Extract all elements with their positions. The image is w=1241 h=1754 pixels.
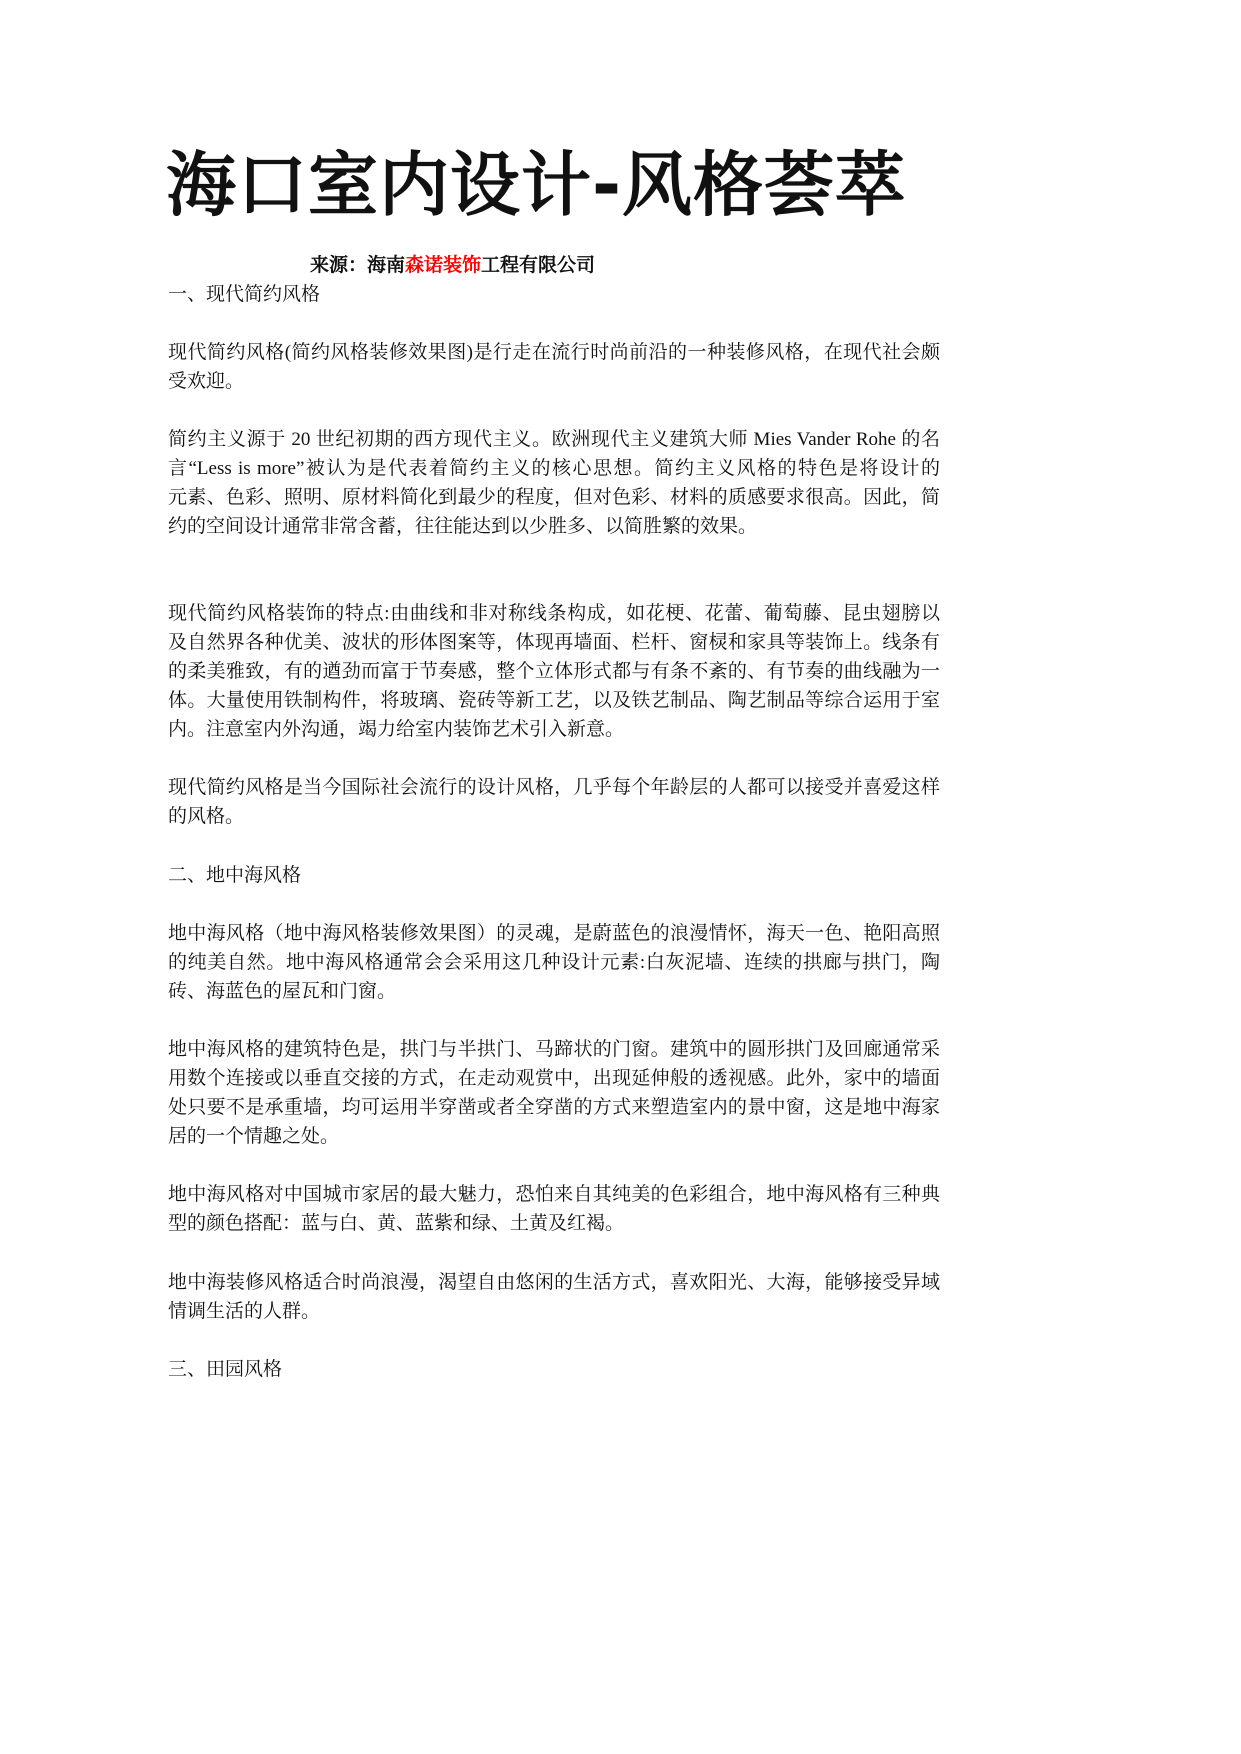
source-label: 来源：: [310, 254, 368, 276]
text-line: 用数个连接或以垂直交接的方式，在走动观赏中，出现延伸般的透视感。此外，家中的墙面: [168, 1068, 940, 1089]
text-line: 三、田园风格: [168, 1359, 283, 1380]
text-line: 情调生活的人群。: [168, 1301, 321, 1322]
text-line: 元素、色彩、照明、原材料简化到最少的程度，但对色彩、材料的质感要求很高。因此，简: [168, 487, 940, 508]
paragraph: [168, 1268, 940, 1326]
paragraph: [168, 425, 940, 541]
text-line: 型的颜色搭配：蓝与白、黄、蓝紫和绿、土黄及红褐。: [168, 1213, 625, 1234]
text-line: 砖、海蓝色的屋瓦和门窗。: [168, 981, 397, 1002]
section-heading: [168, 280, 940, 309]
text-line: 地中海装修风格适合时尚浪漫，渴望自由悠闲的生活方式，喜欢阳光、大海，能够接受异域: [168, 1272, 940, 1293]
source-company-prefix: 海南: [367, 254, 406, 276]
text-line: 的柔美雅致，有的遒劲而富于节奏感，整个立体形式都与有条不紊的、有节奏的曲线融为一: [168, 661, 940, 682]
paragraph: [168, 338, 940, 396]
text-line: 内。注意室内外沟通，竭力给室内装饰艺术引入新意。: [168, 719, 625, 740]
source-company-suffix: 工程有限公司: [481, 254, 596, 276]
paragraph: [168, 919, 940, 1006]
text-line: 现代简约风格装饰的特点:由曲线和非对称线条构成，如花梗、花蕾、葡萄藤、昆虫翅膀以: [168, 603, 940, 624]
text-line: 简约主义源于 20 世纪初期的西方现代主义。欧洲现代主义建筑大师 Mies Vander Rohe 的名: [168, 429, 940, 450]
text-line: 居的一个情趣之处。: [168, 1126, 340, 1147]
paragraph: [168, 599, 940, 744]
text-line: 处只要不是承重墙，均可运用半穿凿或者全穿凿的方式来塑造室内的景中窗，这是地中海家: [168, 1097, 940, 1118]
text-line: 及自然界各种优美、波状的形体图案等，体现再墙面、栏杆、窗棂和家具等装饰上。线条有: [168, 632, 940, 653]
text-line: 地中海风格对中国城市家居的最大魅力，恐怕来自其纯美的色彩组合，地中海风格有三种典: [168, 1184, 940, 1205]
paragraph: [168, 1180, 940, 1238]
document-title: 海口室内设计-风格荟萃: [166, 144, 907, 226]
text-line: 现代简约风格(简约风格装修效果图)是行走在流行时尚前沿的一种装修风格，在现代社会颇: [168, 342, 940, 363]
text-line: 地中海风格的建筑特色是，拱门与半拱门、马蹄状的门窗。建筑中的圆形拱门及回廊通常采: [168, 1039, 940, 1060]
source-company-highlight: 森诺装饰: [405, 254, 482, 276]
text-line: 二、地中海风格: [168, 865, 302, 886]
text-line: 的风格。: [168, 806, 245, 827]
text-line: 的纯美自然。地中海风格通常会会采用这几种设计元素:白灰泥墙、连续的拱廊与拱门，陶: [168, 952, 940, 973]
section-heading: [168, 861, 940, 890]
text-line: 受欢迎。: [168, 371, 245, 392]
source-line: [310, 251, 595, 280]
section-heading: [168, 1355, 940, 1384]
paragraph: [168, 773, 940, 831]
text-line: 约的空间设计通常非常含蓄，往往能达到以少胜多、以简胜繁的效果。: [168, 516, 758, 537]
text-line: 言“Less is more”被认为是代表着简约主义的核心思想。简约主义风格的特色是将设计的: [168, 458, 940, 479]
text-line: 体。大量使用铁制构件，将玻璃、瓷砖等新工艺，以及铁艺制品、陶艺制品等综合运用于室: [168, 690, 940, 711]
paragraph: [168, 1035, 940, 1151]
text-line: 一、现代简约风格: [168, 284, 321, 305]
text-line: 地中海风格（地中海风格装修效果图）的灵魂，是蔚蓝色的浪漫情怀，海天一色、艳阳高照: [168, 923, 940, 944]
text-line: 现代简约风格是当今国际社会流行的设计风格，几乎每个年龄层的人都可以接受并喜爱这样: [168, 777, 940, 798]
